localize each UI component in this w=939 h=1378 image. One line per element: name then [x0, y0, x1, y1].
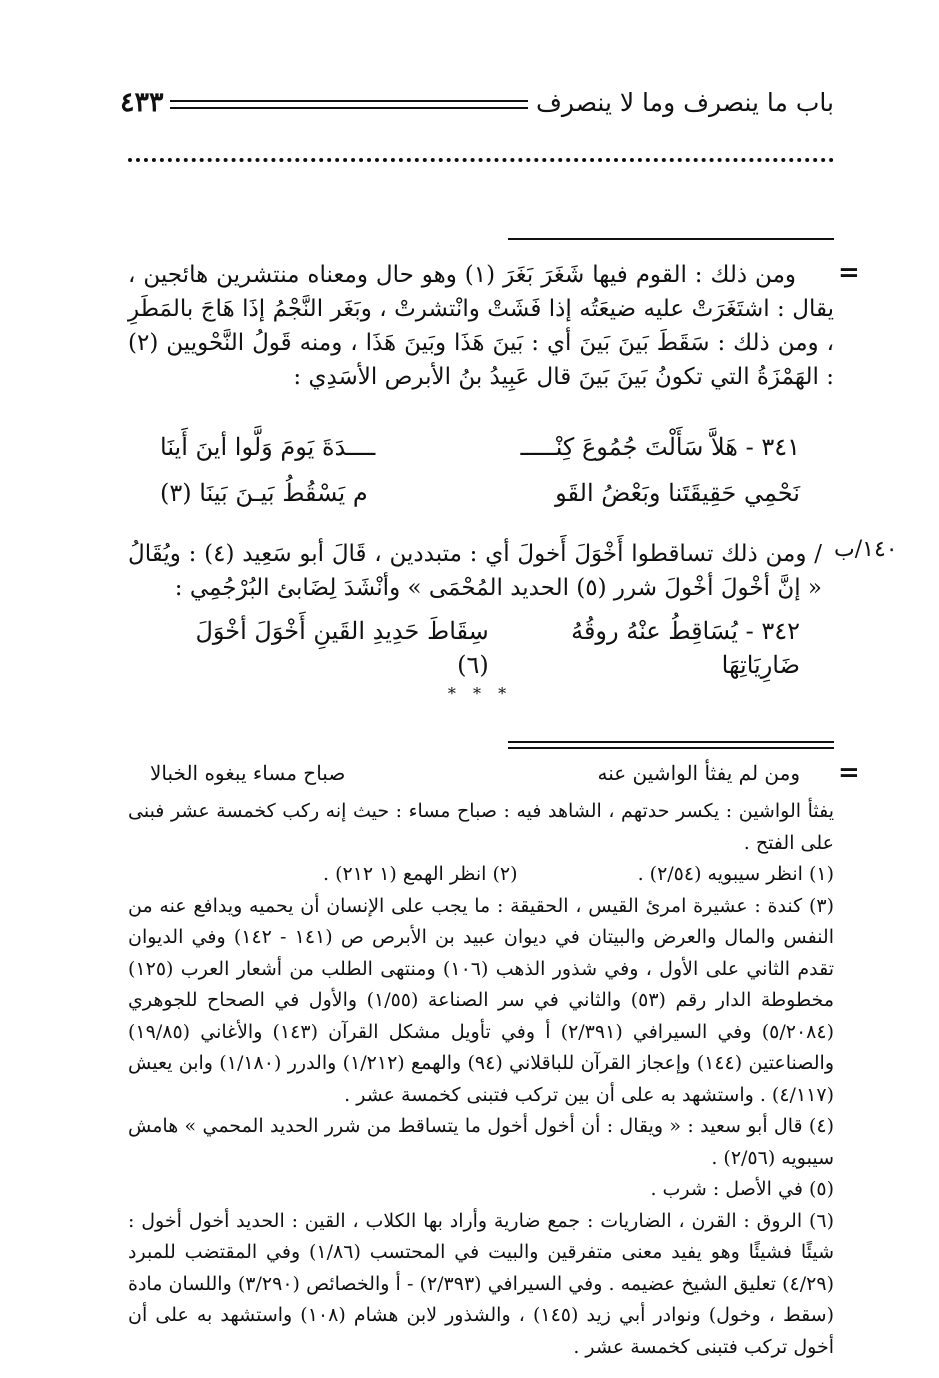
verse-hemistich: نَحْمِي حَقِيقَتَنا وبَعْضُ القَو [555, 479, 800, 507]
footnotes [128, 796, 834, 1363]
continuation-mark: = [838, 258, 860, 288]
verse-line [150, 430, 830, 464]
paragraph: / ومن ذلك تساقطوا أَخْوَلَ أَخولَ أي : متبددين ، قَالَ أبو سَعِيد (٤) : ويُقَالُ « إنَّ أخْولَ أخْولَ شرر (٥) الحديد المُحْمَى » وأنْشَدَ لِضَابئ البُرْجُمِي : [128, 541, 822, 601]
header-rule [170, 100, 529, 109]
footnote: (٤) قال أبو سعيد : « ويقال : أن أخول أخول ما يتساقط من شرر الحديد المحمي » هامش سيبويه (٢/٥٦) . [128, 1115, 834, 1169]
footnote: (٣) كندة : عشيرة امرئ القيس ، الحقيقة : ما يجب على الإنسان أن يحميه ويدافع عنه من النفس والمال والعرض والبيتان في ديوان عبيد بن الأبرص ص (١٤١ - ١٤٢) وفي الديوان تقدم الثاني على الأول ، وفي شذور الذهب (١٠٦) ومنتهى الطلب من أشعار العرب (١٢٥) مخطوطة الدار رقم (٥٣) والثاني في سر الصناعة (١/٥٥) والأول في الصحاح للجوهري (٥/٢٠٨٤) وفي السيرافي (٢/٣٩١) أ وفي تأويل مشكل القرآن (١٤٣) والأغاني (١٩/٨٥) والصناعتين (١٤٤) وإعجاز القرآن للباقلاني (٩٤) والهمع (١/٢١٢) والدرر (١/١٨٠) وابن يعيش (٤/١١٧) . واستشهد به على أن بين تركب فتبنى كخمسة عشر . [128, 894, 835, 1106]
dotted-divider [128, 148, 834, 162]
footnote-verse [150, 758, 830, 788]
main-text [128, 537, 822, 605]
verse-line [150, 476, 830, 510]
verse-hemistich: ومن لم يفثأ الواشين عنه [597, 761, 800, 785]
continuation-mark: = [838, 758, 860, 788]
verse-hemistich: ٣٤١ - هَلاَّ سَأَلْتَ جُمُوعَ كِنْـــــ [520, 433, 800, 461]
page-header [120, 82, 834, 122]
footnote: (١) انظر سيبويه (٢/٥٤) . [637, 863, 834, 885]
section-stars: * * * [447, 684, 513, 703]
verse-hemistich: م يَسْقُطُ بَيـنَ بَينَا (٣) [160, 479, 368, 507]
continuation-rule [508, 238, 834, 240]
verse-hemistich: ٣٤٢ - يُسَاقِطُ عنْهُ روقُهُ ضَارِيَاتِهَا [571, 617, 800, 679]
footnote-rule [508, 741, 834, 743]
manuscript-folio-ref: ١٤٠/ب [834, 537, 898, 562]
footnote-rule [508, 747, 834, 749]
verse-hemistich: سِقَاطَ حَدِيدِ القَينِ أَخْوَلَ أخْوَلَ (٦) [195, 617, 489, 679]
footnote-line: يفثأ الواشين : يكسر حدتهم ، الشاهد فيه : صباح مساء : حيث إنه ركب كخمسة عشر فبنى على الفتح . [128, 800, 834, 854]
page-number: ٤٣٣ [120, 86, 164, 118]
running-title: باب ما ينصرف وما لا ينصرف [536, 87, 834, 117]
verse-hemistich: ــــدَةَ يَومَ وَلَّوا أينَ أَينَا [160, 433, 376, 461]
verse-hemistich: صباح مساء يبغوه الخبالا [150, 761, 346, 785]
footnote: (٦) الروق : القرن ، الضاريات : جمع ضارية وأراد بها الكلاب ، القين : الحديد أخول أخول : شيئًا فشيئًا وهو يفيد معنى متفرقين والبيت في المحتسب (١/٨٦) وفي المقتضب للمبرد (٤/٢٩) تعليق الشيخ عضيمه . وفي السيرافي (٢/٣٩٣) - أ والخصائص (٣/٢٩٠) واللسان مادة (سقط ، وخول) ونوادر أبي زيد (١٤٥) ، والشذور لابن هشام (١٠٨) واستشهد به على أن أخول تركب فتبنى كخمسة عشر . [128, 1209, 835, 1358]
footnote-row [128, 859, 834, 891]
footnote: (٥) في الأصل : شرب . [650, 1178, 834, 1200]
footnote: (٢) انظر الهمع (١ ٢١٢) . [323, 863, 518, 885]
verse-line [150, 614, 830, 682]
main-text [128, 258, 834, 394]
paragraph: ومن ذلك : القوم فيها شَغَرَ بَغَرَ (١) وهو حال ومعناه منتشرين هائجين ، يقال : اشتَغَرَتْ عليه ضيعَتُه إذا فَشَتْ وانْتشرتْ ، وبَغَر النَّجْمُ إذَا هَاجَ بالمَطَرِ ، ومن ذلك : سَقَطَ بَينَ بَينَ أي : بَينَ هَذَا وبَينَ هَذَا ، ومنه قَولُ النَّحْويين (٢) : الهَمْزَةُ التي تكونُ بَينَ بَينَ قال عَبِيدُ بنُ الأبرص الأسَدِي : [128, 262, 834, 390]
